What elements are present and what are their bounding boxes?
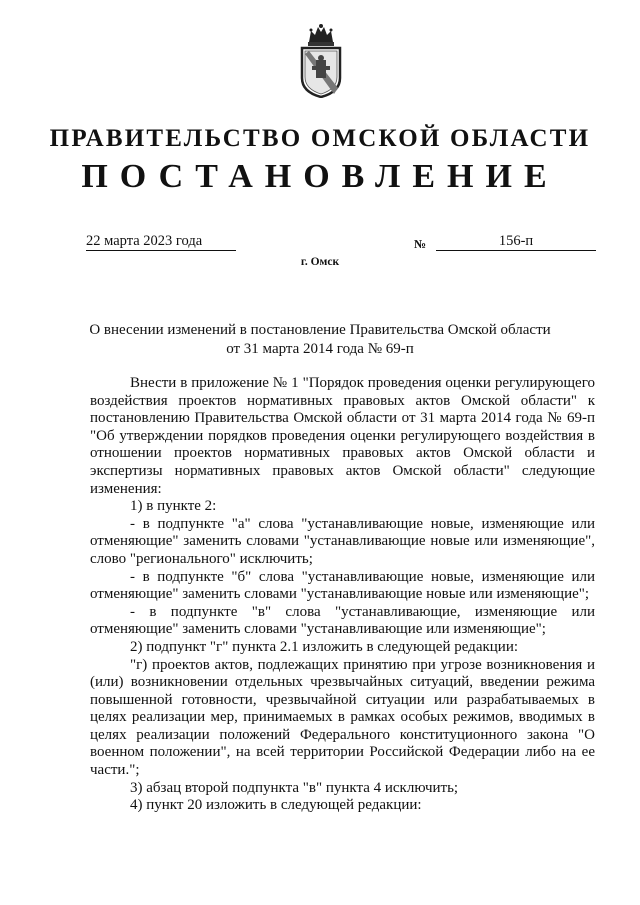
document-type: ПОСТАНОВЛЕНИЕ <box>81 158 559 195</box>
body-paragraph: 3) абзац второй подпункта "в" пункта 4 исключить; <box>130 779 459 796</box>
body-paragraph: - в подпункте "а" слова "устанавливающие новые, изменяющие или отменяющие" заменить словами "устанавливающие новые или изменяющие", слово "регионального" исключить; <box>90 515 595 567</box>
subject-line-2: от 31 марта 2014 года № 69-п <box>226 341 414 357</box>
document-date: 22 марта 2023 года <box>86 232 236 251</box>
body-paragraph: 4) пункт 20 изложить в следующей редакции: <box>130 797 422 814</box>
body-paragraph: 1) в пункте 2: <box>130 498 217 515</box>
document-subject <box>60 321 580 359</box>
subject-line-1: О внесении изменений в постановление Правительства Омской области <box>89 322 551 338</box>
organization-title: ПРАВИТЕЛЬСТВО ОМСКОЙ ОБЛАСТИ <box>49 125 591 152</box>
body-paragraph: "г) проектов актов, подлежащих принятию при угрозе возникновения и (или) возникновении отдельных чрезвычайных ситуаций, введении режима повышенной готовности, чрезвычайной ситуации или разрабатываемых в целях реализации мер, принимаемых в рамках особых режимов, вводимых в целях реализации положений Федерального конституционного закона "О военном положении", на всей территории Российской Федерации либо на ее части."; <box>90 656 595 779</box>
city: г. Омск <box>300 256 340 268</box>
body-paragraph: - в подпункте "б" слова "устанавливающие новые, изменяющие или отменяющие" заменить словами "устанавливающие новые или изменяющие"; <box>90 568 595 603</box>
body-paragraph: - в подпункте "в" слова "устанавливающие, изменяющие или отменяющие" заменить словами "устанавливающие или изменяющие"; <box>90 603 595 638</box>
body-paragraph: Внести в приложение № 1 "Порядок проведения оценки регулирующего воздействия проектов нормативных правовых актов Омской области" к постановлению Правительства Омской области от 31 марта 2014 года № 69-п "Об утверждении порядков проведения оценки регулирующего воздействия в отношении проектов нормативных правовых актов Омской области и экспертизы нормативных правовых актов Омской области" следующие изменения: <box>90 375 595 497</box>
document-number: 156-п <box>436 232 596 251</box>
number-label: № <box>414 237 427 251</box>
body-paragraph: 2) подпункт "г" пункта 2.1 изложить в следующей редакции: <box>130 638 519 655</box>
document-body <box>90 375 595 815</box>
coat-of-arms-icon <box>296 22 346 98</box>
